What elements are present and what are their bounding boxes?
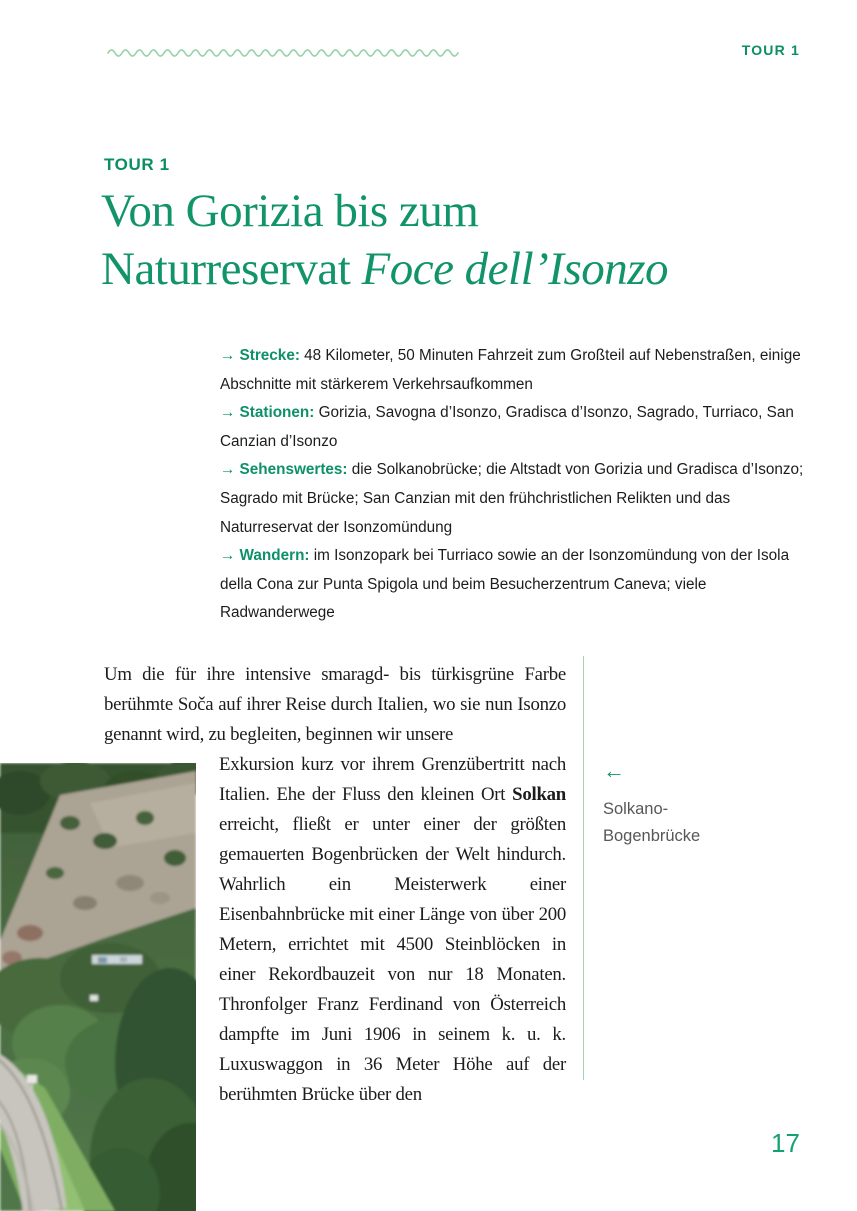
caption-line-2: Bogenbrücke xyxy=(603,827,701,845)
caption-text xyxy=(603,796,783,850)
body-text-before-bold: Exkursion kurz vor ihrem Grenzübertritt nach Italien. Ehe der Fluss den kleinen Ort xyxy=(219,754,566,805)
info-label: Wandern: xyxy=(239,547,310,565)
info-label: Sehenswertes: xyxy=(239,461,348,479)
page-title xyxy=(101,182,668,298)
arrow-right-icon: → xyxy=(220,461,236,479)
photo-caption xyxy=(603,760,783,850)
page-number: 17 xyxy=(771,1128,800,1158)
arrow-right-icon: → xyxy=(220,547,236,565)
title-line-1: Von Gorizia bis zum xyxy=(101,185,479,237)
body-text-after-bold: erreicht, fließt er unter einer der größten gemauerten Bogenbrücken der Welt hindurch. Wahrlich ein Meisterwerk einer Eisenbahnbrücke mit einer Länge von über 200 Metern, errichtet mit 4500 Steinblöcken in einer Rekordbauzeit von nur 18 Monaten. Thronfolger Franz Ferdinand von Österreich dampfte im Juni 1906 in seinem k. u. k. Luxuswaggon in 36 Meter Höhe auf der berühmten Brücke über den xyxy=(219,814,566,1105)
caption-line-1: Solkano- xyxy=(603,800,669,818)
info-item-strecke xyxy=(220,342,808,399)
title-line-2-italic: Foce dell’Isonzo xyxy=(361,243,669,295)
body-paragraph-intro: Um die für ihre intensive smaragd- bis türkisgrüne Farbe berühmte Soča auf ihrer Reise durch Italien, wo sie nun Isonzo genannt wird, zu begleiten, beginnen wir unsere xyxy=(104,664,566,745)
arrow-right-icon: → xyxy=(220,347,236,364)
info-text: im Isonzopark bei Turriaco sowie an der Isonzomündung von der Isola della Cona zur Punta Spigola und beim Besucherzentrum Caneva; viele Radwanderwege xyxy=(220,547,790,622)
running-header: TOUR 1 xyxy=(741,42,800,58)
info-text: die Solkanobrücke; die Altstadt von Gorizia und Gradisca d’Isonzo; Sagrado mit Brücke; San Canzian mit den frühchristlichen Relikten und das Naturreservat der Isonzomündung xyxy=(220,461,804,536)
info-text: Gorizia, Savogna d’Isonzo, Gradisca d’Isonzo, Sagrado, Turriaco, San Canzian d’Isonzo xyxy=(220,404,794,450)
tour-info-list xyxy=(220,342,808,628)
caption-divider-rule xyxy=(583,656,584,1080)
body-paragraph-wrapped xyxy=(219,750,566,1110)
info-label: Strecke: xyxy=(239,347,300,364)
info-label: Stationen: xyxy=(239,404,315,422)
info-item-sehenswertes xyxy=(220,456,808,542)
info-item-stationen xyxy=(220,399,808,456)
bold-place-name: Solkan xyxy=(512,784,566,805)
arrow-right-icon: → xyxy=(220,404,236,422)
tour-kicker: TOUR 1 xyxy=(104,155,170,174)
wavy-divider-line xyxy=(106,45,462,59)
arrow-left-icon: ← xyxy=(603,758,625,783)
solkan-bridge-photo xyxy=(0,763,196,1211)
info-item-wandern xyxy=(220,542,808,628)
title-line-2 xyxy=(101,240,668,298)
title-line-2-regular: Naturreservat xyxy=(101,243,362,295)
info-text: 48 Kilometer, 50 Minuten Fahrzeit zum Großteil auf Nebenstraßen, einige Abschnitte mit stärkerem Verkehrsaufkommen xyxy=(220,347,801,393)
